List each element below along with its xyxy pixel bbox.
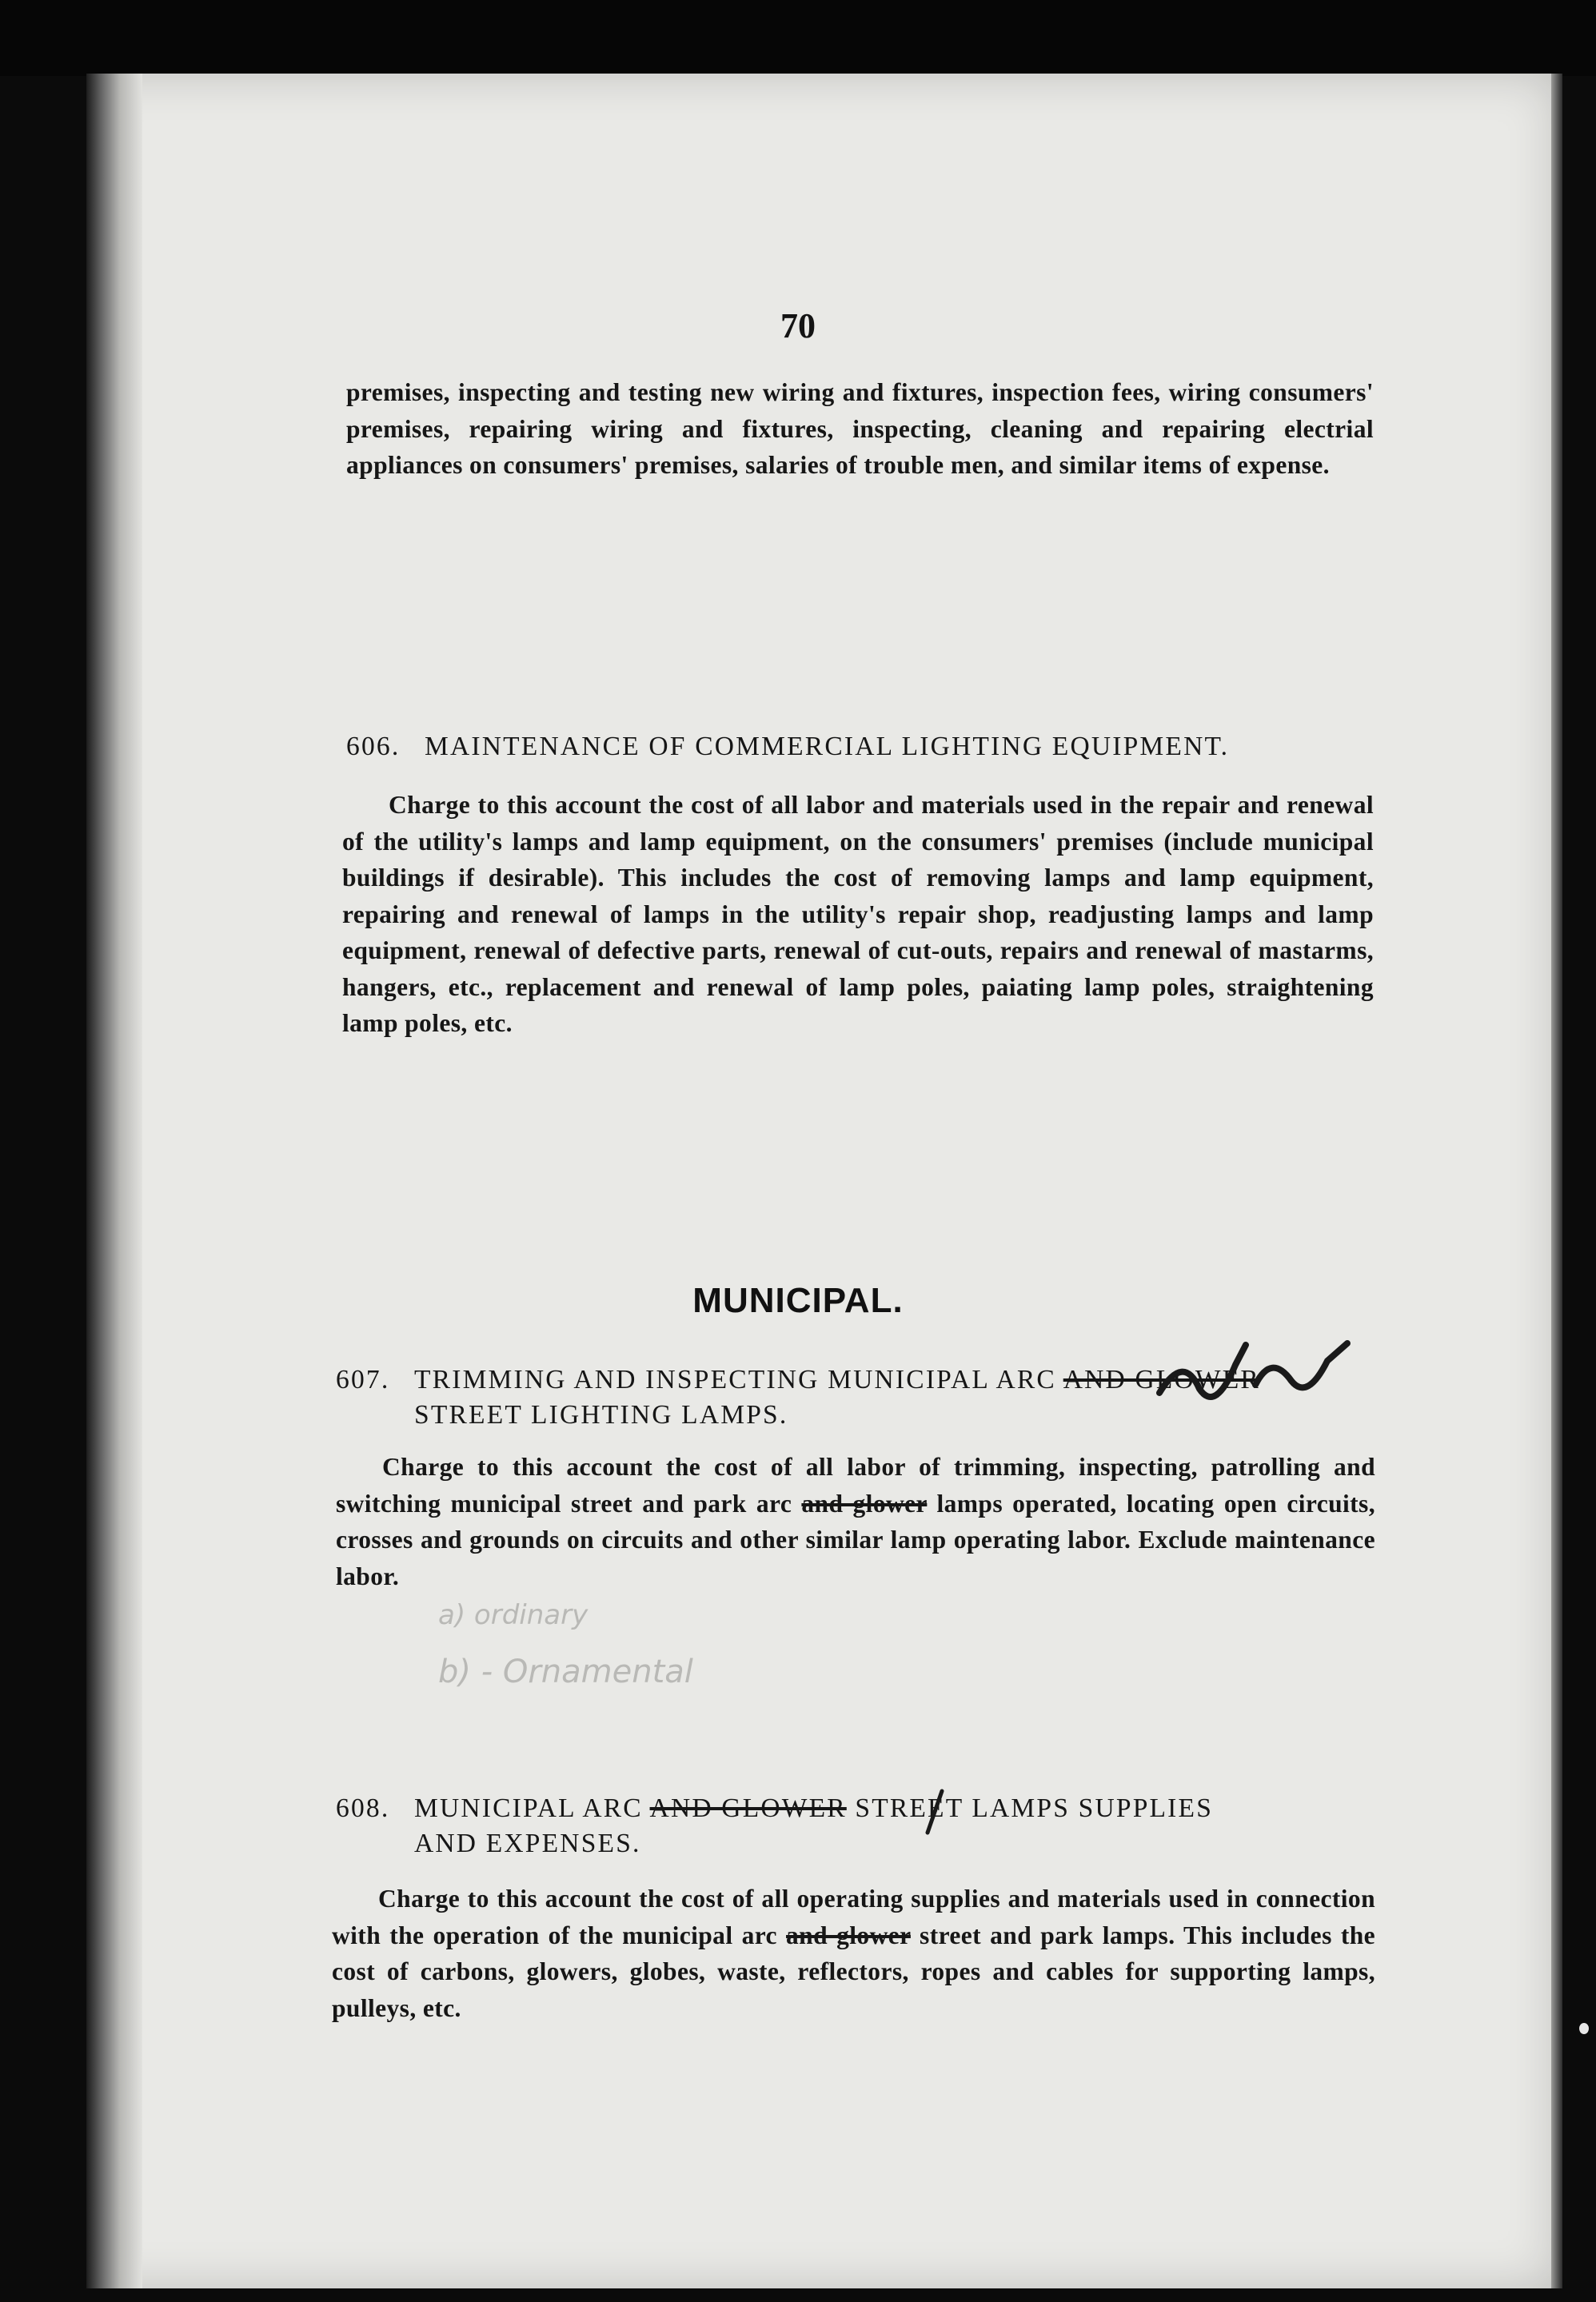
scan-artifact-dot [1579, 2023, 1589, 2034]
section-607-body-text-2: lamps operated, locating open circuits, crosses and grounds on circuits and other similar lamp operating labor. Exclude maintenance labor. [336, 1489, 1375, 1590]
section-607-number: 607. [336, 1365, 390, 1394]
section-607-struck-text: AND GLOWER [1063, 1365, 1260, 1394]
book-binding-shadow [86, 74, 142, 2288]
section-608-title-part2: STREET LAMPS SUPPLIES [855, 1793, 1214, 1823]
section-608-body-text-2: street and park lamps. This includes the cost of carbons, glowers, globes, waste, reflectors, ropes and cables for supporting lamps, pulleys, etc. [332, 1921, 1376, 2022]
section-607-body [336, 1449, 1375, 1594]
section-608-number: 608. [336, 1793, 390, 1823]
section-607-title-line1: TRIMMING AND INSPECTING MUNICIPAL ARC [414, 1365, 1056, 1394]
municipal-heading: MUNICIPAL. [692, 1281, 904, 1320]
page-right-edge [1551, 74, 1562, 2288]
handwritten-slash-mark-608 [920, 1788, 952, 1836]
section-607-title-line2: STREET LIGHTING LAMPS. [414, 1400, 788, 1430]
intro-paragraph: premises, inspecting and testing new wiring and fixtures, inspection fees, wiring consumers' premises, repairing wiring and fixtures, inspecting, cleaning and repairing electrial appliances on consumers' premises, salaries of trouble men, and similar items of expense. [346, 378, 1374, 479]
section-607-body-struck: and glower [801, 1489, 928, 1518]
section-608-title-part1: MUNICIPAL ARC [414, 1793, 643, 1823]
section-608-title-line2: AND EXPENSES. [414, 1829, 641, 1858]
section-608-body-struck: and glower [786, 1921, 911, 1949]
section-606-number: 606. [346, 732, 401, 761]
scan-top-border [0, 0, 1596, 76]
section-608-body-text-1: Charge to this account the cost of all operating supplies and materials used in connection with the operation of the municipal arc [332, 1885, 1375, 1949]
pencil-note-a: a) ordinary [438, 1599, 589, 1631]
page-number: 70 [780, 306, 816, 345]
section-607-body-text-1: Charge to this account the cost of all labor of trimming, inspecting, patrolling and switching municipal street and park arc [336, 1453, 1375, 1518]
section-608-body [332, 1881, 1375, 2026]
section-608-struck-text: AND GLOWER [649, 1793, 847, 1823]
section-608-heading [336, 1791, 1391, 1861]
section-606-title: MAINTENANCE OF COMMERCIAL LIGHTING EQUIPMENT. [425, 732, 1230, 761]
section-606-heading [346, 729, 1386, 764]
section-606-body: Charge to this account the cost of all labor and materials used in the repair and renewal of the utility's lamps and lamp equipment, on the consumers' premises (include municipal buildings if desirable). This includes the cost of removing lamps and lamp equipment, repairing and renewal of lamps in the utility's repair shop, readjusting lamps and lamp equipment, renewal of defective parts, renewal of cut-outs, repairs and renewal of mastarms, hangers, etc., replacement and renewal of lamp poles, paiating lamp poles, straightening lamp poles, etc. [342, 791, 1374, 1037]
pencil-note-b: b) - Ornamental [438, 1654, 693, 1690]
handwritten-slash-mark-607 [1151, 1337, 1359, 1417]
